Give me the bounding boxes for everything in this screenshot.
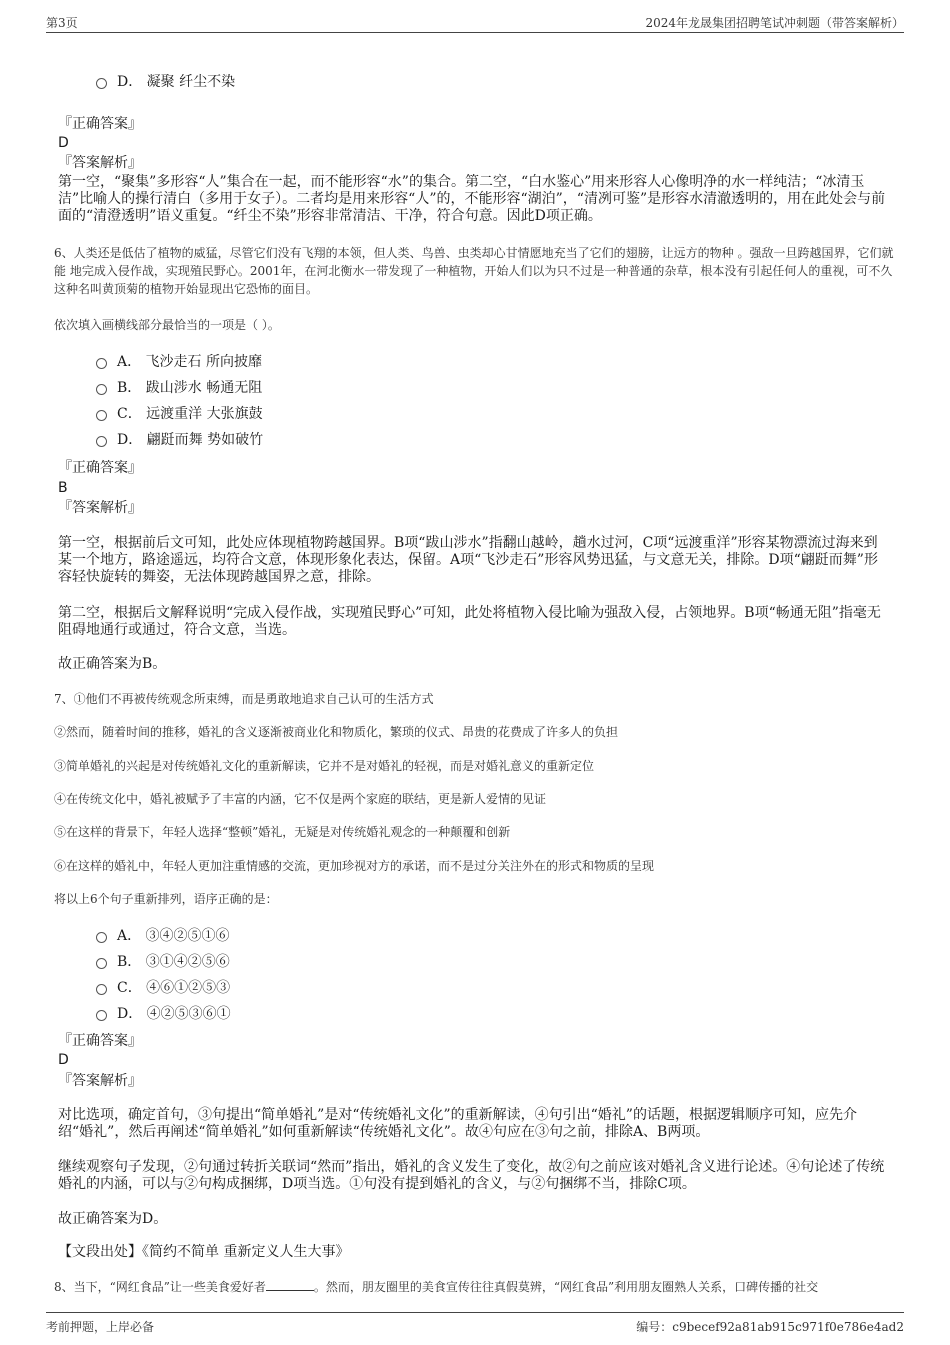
q6-analysis-p3: 故正确答案为B。 [58,656,167,672]
q7-option-a[interactable]: A． ③④②⑤①⑥ [96,926,230,946]
q6-prompt: 依次填入画横线部分最恰当的一项是（ ）。 [54,318,280,332]
q6-option-d[interactable]: D． 翩跹而舞 势如破竹 [96,430,263,450]
q7-analysis-p2: 继续观察句子发现，②句通过转折关联词“然而”指出，婚礼的含义发生了变化，故②句之前应该对婚礼含义进行论述。④句论述了传统婚礼的内涵，可以与②句构成捆绑，D项当选。①句没有提到婚礼的含义，与②句捆绑不当，排除C项。 [58,1159,885,1192]
document-title: 2024年龙晟集团招聘笔试冲刺题（带答案解析） [645,16,904,30]
answer-blank [266,1278,314,1291]
q6-option-b[interactable]: B． 跋山涉水 畅通无阻 [96,378,262,398]
radio-icon[interactable] [96,436,107,447]
q7-sentence-4: ④在传统文化中，婚礼被赋予了丰富的内涵，它不仅是两个家庭的联结，更是新人爱情的见证 [54,792,547,806]
q5-analysis-label: 『答案解析』 [58,155,142,171]
page-header [46,12,904,33]
q6-analysis-label: 『答案解析』 [58,500,142,516]
q6-stem: 6、人类还是低估了植物的威猛，尽管它们没有飞翔的本领，但人类、鸟兽、虫类却心甘情愿地充当了它们的翅膀，让远方的物种 。强敌一旦跨越国界，它们就能 地完成入侵作战，实现殖民野心。2001年，在河北衡水一带发现了一种植物，开始人们以为只不过是一种普通的杂草，根本没有引起任何人的重视，可不久这种名叫黄顶菊的植物开始显现出它恐怖的面目。 [54,246,894,296]
q7-option-c[interactable]: C． ④⑥①②⑤③ [96,978,230,998]
q7-answer-label: 『正确答案』 [58,1033,142,1049]
q7-prompt: 将以上6个句子重新排列，语序正确的是： [54,892,278,906]
q7-answer: D [58,1052,69,1068]
q8-stem: 8、当下，“网红食品”让一些美食爱好者 。然而，朋友圈里的美食宣传往往真假莫辨，“网红食品”利用朋友圈熟人关系，口碑传播的社交 [54,1280,819,1294]
q7-sentence-1: 7、①他们不再被传统观念所束缚，而是勇敢地追求自己认可的生活方式 [54,692,434,706]
q6-answer-label: 『正确答案』 [58,460,142,476]
radio-icon[interactable] [96,984,107,995]
q6-analysis-p1: 第一空，根据前后文可知，此处应体现植物跨越国界。B项“跋山涉水”指翻山越岭，趟水过河，C项“远渡重洋”形容某物漂流过海来到某一个地方，路途遥远，均符合文意，体现形象化表达，保留。A项“飞沙走石”形容风势迅猛，与文意无关，排除。D项“翩跹而舞”形容轻快旋转的舞姿，无法体现跨越国界之意，排除。 [58,535,878,585]
document-code: 编号：c9becef92a81ab915c971f0e786e4ad2 [636,1320,904,1334]
page-number: 第3页 [46,16,78,30]
q7-analysis-label: 『答案解析』 [58,1073,142,1089]
q6-option-a[interactable]: A． 飞沙走石 所向披靡 [96,352,262,372]
page-footer [46,1312,904,1335]
q7-sentence-5: ⑤在这样的背景下，年轻人选择“整顿”婚礼，无疑是对传统婚礼观念的一种颠覆和创新 [54,825,511,839]
q5-analysis: 第一空，“聚集”多形容“人”集合在一起，而不能形容“水”的集合。第二空，“白水鉴心”用来形容人心像明净的水一样纯洁；“冰清玉洁”比喻人的操行清白（多用于女子）。二者均是用来形容“人”的，不能形容“湖泊”，“清冽可鉴”是形容水清澈透明的，用在此处会与前面的“清澄透明”语义重复。“纤尘不染”形容非常清洁、干净，符合句意。因此D项正确。 [58,174,886,224]
q6-analysis-p2: 第二空，根据后文解释说明“完成入侵作战，实现殖民野心”可知，此处将植物入侵比喻为强敌入侵，占领地界。B项“畅通无阻”指毫无阻碍地通行或通过，符合文意，当选。 [58,605,881,638]
radio-icon[interactable] [96,958,107,969]
radio-icon[interactable] [96,1010,107,1021]
q7-source: 【文段出处】《简约不简单 重新定义人生大事》 [58,1244,350,1260]
q6-answer: B [58,480,68,496]
q7-sentence-2: ②然而，随着时间的推移，婚礼的含义逐渐被商业化和物质化，繁琐的仪式、昂贵的花费成了许多人的负担 [54,725,619,739]
q7-sentence-3: ③简单婚礼的兴起是对传统婚礼文化的重新解读，它并不是对婚礼的轻视，而是对婚礼意义的重新定位 [54,759,595,773]
q7-option-b[interactable]: B． ③①④②⑤⑥ [96,952,230,972]
q5-answer-label: 『正确答案』 [58,116,142,132]
q7-option-d[interactable]: D． ④②⑤③⑥① [96,1004,231,1024]
q5-answer: D [58,135,69,151]
radio-icon[interactable] [96,384,107,395]
radio-icon[interactable] [96,932,107,943]
footer-slogan: 考前押题，上岸必备 [46,1320,155,1334]
radio-icon[interactable] [96,78,107,89]
q6-option-c[interactable]: C． 远渡重洋 大张旗鼓 [96,404,263,424]
radio-icon[interactable] [96,410,107,421]
q5-option-d[interactable]: D． 凝聚 纤尘不染 [96,72,235,92]
q7-analysis-p3: 故正确答案为D。 [58,1211,168,1227]
q7-sentence-6: ⑥在这样的婚礼中，年轻人更加注重情感的交流，更加珍视对方的承诺，而不是过分关注外在的形式和物质的呈现 [54,859,655,873]
q7-analysis-p1: 对比选项，确定首句，③句提出“简单婚礼”是对“传统婚礼文化”的重新解读，④句引出“婚礼”的话题，根据逻辑顺序可知，应先介绍“婚礼”，然后再阐述“简单婚礼”如何重新解读“传统婚礼文化”。故④句应在③句之前，排除A、B两项。 [58,1107,857,1140]
radio-icon[interactable] [96,358,107,369]
